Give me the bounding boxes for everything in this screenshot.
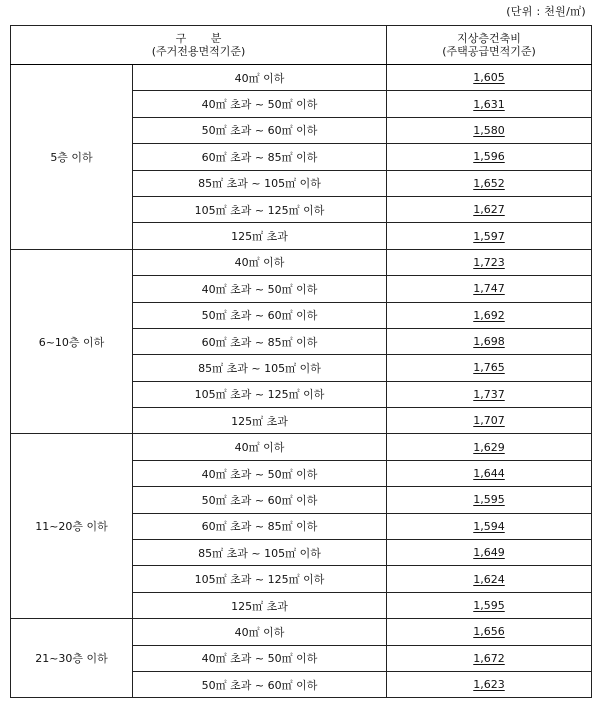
area-range-cell: 50㎡ 초과 ~ 60㎡ 이하: [133, 302, 387, 328]
area-range-cell: 85㎡ 초과 ~ 105㎡ 이하: [133, 355, 387, 381]
table-row: [11, 249, 592, 275]
cost-value: 1,595: [473, 599, 505, 612]
area-range-cell: 40㎡ 이하: [133, 619, 387, 645]
cost-value: 1,627: [473, 203, 505, 217]
area-range-cell: 40㎡ 초과 ~ 50㎡ 이하: [133, 460, 387, 486]
cost-cell: [387, 487, 592, 513]
cost-cell: [387, 144, 592, 170]
cost-value: 1,698: [473, 335, 505, 349]
cost-value: 1,631: [473, 97, 505, 111]
area-range-cell: 50㎡ 초과 ~ 60㎡ 이하: [133, 487, 387, 513]
area-range-cell: 85㎡ 초과 ~ 105㎡ 이하: [133, 540, 387, 566]
cost-cell: [387, 434, 592, 460]
cost-value: 1,692: [473, 308, 505, 322]
cost-cell: [387, 91, 592, 117]
area-range-cell: 40㎡ 이하: [133, 434, 387, 460]
cost-value: 1,672: [473, 651, 505, 665]
cost-cell: [387, 170, 592, 196]
area-range-cell: 40㎡ 초과 ~ 50㎡ 이하: [133, 276, 387, 302]
floor-group: [11, 434, 592, 619]
cost-value: 1,629: [473, 440, 505, 454]
area-range-cell: 105㎡ 초과 ~ 125㎡ 이하: [133, 196, 387, 222]
floor-group: [11, 249, 592, 434]
cost-cell: [387, 408, 592, 434]
floor-range-cell: 11~20층 이하: [11, 434, 133, 619]
floor-range-cell: 5층 이하: [11, 65, 133, 250]
cost-value: 1,747: [473, 282, 505, 296]
unit-note: (단위 : 천원/㎡): [506, 5, 586, 18]
table-row: [11, 434, 592, 460]
cost-value: 1,595: [473, 493, 505, 507]
cost-value: 1,596: [473, 150, 505, 164]
area-range-cell: 60㎡ 초과 ~ 85㎡ 이하: [133, 513, 387, 539]
cost-cell: [387, 65, 592, 91]
cost-cell: [387, 381, 592, 407]
cost-value: 1,644: [473, 467, 505, 481]
cost-value: 1,594: [473, 519, 505, 533]
cost-cell: [387, 276, 592, 302]
floor-group: [11, 619, 592, 698]
cost-cell: [387, 592, 592, 618]
cost-value: 1,597: [473, 229, 505, 243]
area-range-cell: 85㎡ 초과 ~ 105㎡ 이하: [133, 170, 387, 196]
cost-cell: [387, 645, 592, 671]
cost-cell: [387, 249, 592, 275]
cost-cell: [387, 223, 592, 249]
area-range-cell: 105㎡ 초과 ~ 125㎡ 이하: [133, 381, 387, 407]
area-range-cell: 60㎡ 초과 ~ 85㎡ 이하: [133, 144, 387, 170]
cost-value: 1,737: [473, 387, 505, 401]
category-header-title: 구 분: [175, 32, 222, 45]
cost-header-title: 지상층건축비: [457, 32, 521, 45]
cost-cell: [387, 671, 592, 697]
area-range-cell: 50㎡ 초과 ~ 60㎡ 이하: [133, 117, 387, 143]
cost-value: 1,649: [473, 546, 505, 560]
cost-header-basis: (주택공급면적기준): [442, 45, 536, 58]
category-header: [11, 26, 387, 65]
cost-cell: [387, 540, 592, 566]
floor-range-cell: 21~30층 이하: [11, 619, 133, 698]
area-range-cell: 40㎡ 이하: [133, 249, 387, 275]
cost-value: 1,707: [473, 414, 505, 428]
cost-cell: [387, 302, 592, 328]
cost-cell: [387, 460, 592, 486]
cost-cell: [387, 355, 592, 381]
cost-value: 1,652: [473, 176, 505, 190]
floor-range-cell: 6~10층 이하: [11, 249, 133, 434]
cost-value: 1,723: [473, 255, 505, 269]
cost-value: 1,580: [473, 123, 505, 137]
cost-cell: [387, 566, 592, 592]
cost-cell: [387, 117, 592, 143]
cost-cell: [387, 328, 592, 354]
cost-cell: [387, 619, 592, 645]
area-range-cell: 125㎡ 초과: [133, 592, 387, 618]
area-range-cell: 125㎡ 초과: [133, 408, 387, 434]
table-row: [11, 619, 592, 645]
category-header-basis: (주거전용면적기준): [151, 45, 246, 58]
construction-cost-table: [10, 25, 592, 698]
cost-value: 1,656: [473, 625, 505, 639]
area-range-cell: 40㎡ 초과 ~ 50㎡ 이하: [133, 645, 387, 671]
area-range-cell: 40㎡ 초과 ~ 50㎡ 이하: [133, 91, 387, 117]
cost-value: 1,605: [473, 71, 505, 85]
area-range-cell: 105㎡ 초과 ~ 125㎡ 이하: [133, 566, 387, 592]
table-row: [11, 65, 592, 91]
area-range-cell: 50㎡ 초과 ~ 60㎡ 이하: [133, 671, 387, 697]
cost-cell: [387, 513, 592, 539]
table-header-row: [11, 26, 592, 65]
area-range-cell: 60㎡ 초과 ~ 85㎡ 이하: [133, 328, 387, 354]
floor-group: [11, 65, 592, 250]
cost-value: 1,624: [473, 572, 505, 586]
cost-header: [387, 26, 592, 65]
cost-cell: [387, 196, 592, 222]
cost-value: 1,765: [473, 361, 505, 375]
cost-value: 1,623: [473, 678, 505, 692]
area-range-cell: 125㎡ 초과: [133, 223, 387, 249]
area-range-cell: 40㎡ 이하: [133, 65, 387, 91]
